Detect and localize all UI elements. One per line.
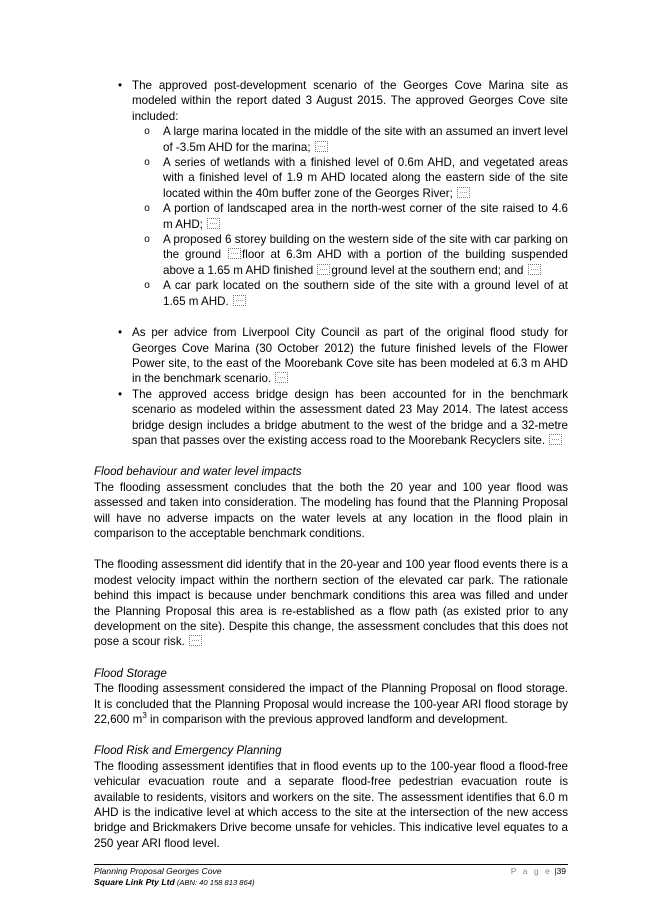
sub-bullet-text: A portion of landscaped area in the north-west corner of the site raised to 4.6 m AHD; <box>163 202 568 231</box>
section-heading-flood-storage: Flood Storage <box>94 666 167 680</box>
spacer <box>94 448 568 464</box>
footer-company <box>94 877 255 887</box>
sub-bullet-icon: o <box>144 126 150 138</box>
sub-bullet-item-marina <box>132 124 568 155</box>
page-body <box>94 78 568 851</box>
sub-bullet-icon: o <box>144 280 150 292</box>
footer-page-value: 39 <box>556 866 566 876</box>
sep-placeholder-icon <box>207 218 220 229</box>
sep-placeholder-icon <box>528 264 541 275</box>
sep-placeholder-icon <box>549 434 562 445</box>
page-footer <box>94 864 568 887</box>
section-heading-flood-risk: Flood Risk and Emergency Planning <box>94 744 282 758</box>
footer-company-name: Square Link Pty Ltd <box>94 877 175 887</box>
sub-bullet-text: A car park located on the southern side of the site with a ground level of at 1.65 m AHD. <box>163 279 568 308</box>
bullet-icon: • <box>117 387 123 401</box>
spacer <box>94 650 568 666</box>
sep-placeholder-icon <box>275 372 288 383</box>
sep-placeholder-icon <box>233 295 246 306</box>
section-heading-flood-behaviour: Flood behaviour and water level impacts <box>94 465 302 479</box>
bullet-text: As per advice from Liverpool City Council as part of the original flood study for Georges Cove Marina (30 October 2012) the future finished levels of the Flower Power site, to the east of the Moorebank Cove site has been modeled at 6.3 m AHD in the benchmark scenario. <box>132 326 568 386</box>
paragraph-text-part: The flooding assessment considered the impact of the Planning Proposal on flood storage. It is concluded that the Planning Proposal would increase the 100-year ARI flood storage by 22,600 m <box>94 682 568 727</box>
sub-bullet-icon: o <box>144 203 150 215</box>
superscript-exponent: 3 <box>142 711 147 721</box>
sub-bullet-item-car-park <box>132 278 568 309</box>
sub-bullet-list <box>132 124 568 309</box>
paragraph-text-part: in comparison with the previous approved landform and development. <box>146 713 508 727</box>
bullet-icon: • <box>117 326 123 340</box>
sep-placeholder-icon <box>457 187 470 198</box>
sub-bullet-text-part: floor at 6.3m AHD with a portion of the building suspended above a 1.65 m AHD finished <box>163 248 568 277</box>
footer-page-label: P a g e <box>510 866 552 876</box>
sub-bullet-icon: o <box>144 157 150 169</box>
sub-bullet-item-building <box>132 232 568 278</box>
footer-abn: (ABN: 40 158 813 864) <box>174 878 255 887</box>
sub-bullet-item-wetlands <box>132 155 568 201</box>
sep-placeholder-icon <box>189 635 202 646</box>
sep-placeholder-icon <box>315 141 328 152</box>
paragraph-flood-storage <box>94 681 568 727</box>
footer-document-title: Planning Proposal Georges Cove <box>94 866 222 876</box>
sub-bullet-text-part: A proposed 6 storey building on the western side of the site with car parking on the ground <box>163 233 568 262</box>
sub-bullet-text-part: ground level at the southern end; and <box>331 263 524 277</box>
sub-bullet-text: A series of wetlands with a finished level of 0.6m AHD, and vegetated areas with a finished level of 1.9 m AHD located along the eastern side of the site located within the 40m buffer zone of the Georges River; <box>163 156 568 200</box>
spacer <box>94 309 568 325</box>
bullet-list-benchmark <box>94 325 568 448</box>
bullet-list-scenario <box>94 78 568 309</box>
spacer <box>94 727 568 743</box>
bullet-text: The approved post-development scenario of the Georges Cove Marina site as modeled within the report dated 3 August 2015. The approved Georges Cove site included: <box>132 79 568 123</box>
bullet-item-post-development <box>94 78 568 309</box>
spacer <box>94 541 568 557</box>
bullet-item-council-advice <box>94 325 568 387</box>
footer-page-separator: | <box>551 866 557 876</box>
bullet-text: The approved access bridge design has been accounted for in the benchmark scenario as modeled within the assessment dated 23 May 2014. The latest access bridge design includes a bridge abutment to the west of the bridge and a 32-metre span that passes over the existing access road to the Moorebank Recyclers site. <box>132 387 568 447</box>
bullet-icon: • <box>117 79 123 92</box>
paragraph-text: The flooding assessment did identify that in the 20-year and 100 year flood events there is a modest velocity impact within the northern section of the elevated car park. The rationale behind this impact is because under benchmark conditions this area was filled and under the Planning Proposal this area is re-established as a flow path (as existed prior to any development on the site). Despite this change, the assessment concludes that this does not pose a scour risk. <box>94 558 568 649</box>
sub-bullet-icon: o <box>144 234 150 246</box>
sep-placeholder-icon <box>317 264 330 275</box>
footer-page-number <box>511 866 566 876</box>
paragraph-flood-risk: The flooding assessment identifies that in flood events up to the 100-year flood a flood-free vehicular evacuation route and a separate flood-free pedestrian evacuation route is available to residents, visitors and workers on the site. The assessment identifies that 6.0 m AHD is the indicative level at which access to the site at the intersection of the new access bridge and Brickmakers Drive become unsafe for vehicles. This indicative level equates to a 250 year ARI flood level. <box>94 759 568 850</box>
bullet-item-access-bridge <box>94 387 568 449</box>
paragraph-flood-behaviour: The flooding assessment concludes that the both the 20 year and 100 year flood was assessed and taken into consideration. The modeling has found that the Planning Proposal will have no adverse impacts on the water levels at any location in the flood plain in comparison to the acceptable benchmark conditions. <box>94 480 568 540</box>
sub-bullet-item-landscaped-area <box>132 201 568 232</box>
paragraph-velocity-impact <box>94 557 568 649</box>
sub-bullet-text: A large marina located in the middle of the site with an assumed an invert level of -3.5m AHD for the marina; <box>163 125 568 154</box>
sep-placeholder-icon <box>228 248 241 259</box>
